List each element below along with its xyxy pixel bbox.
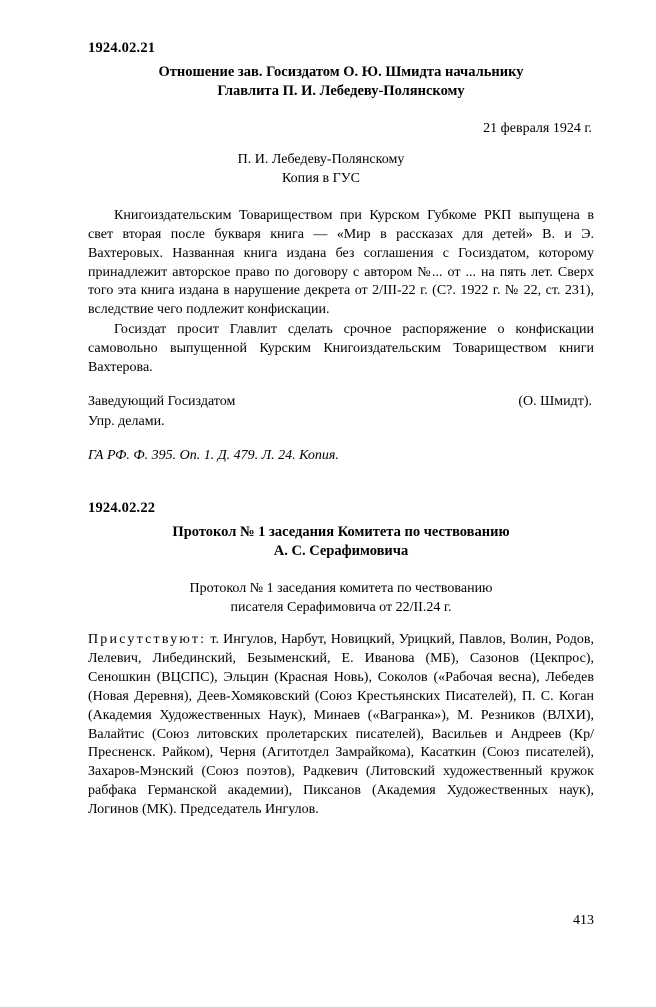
section2-subtitle bbox=[88, 579, 594, 618]
attendees-text: т. Ингулов, Нарбут, Новицкий, Урицкий, Павлов, Волин, Родов, Лелевич, Либединский, Безыменский, Е. Иванова (МБ), Сазонов (Цекпрос), Сеношкин (ВЦСПС), Эльцин (Красная Новь), Соколов («Рабочая весна), Лебедев (Новая Деревня), Деев-Хомяковский (Союз Крестьянских Писателей), П. С. Коган (Академия Художественных Наук), Минаев («Вагранка»), М. Резников (ВЛХИ), Валайтис (Союз литовских пролетарских писателей), Васильев и Андреев (Кр/Пресненск. Райком), Черня (Агитотдел Замрайкома), Касаткин (Союз писателей), Захаров-Мэнский (Союз поэтов), Радкевич (Литовский художественный кружок рабфака Германской академии), Пиксанов (Академия Художественных наук), Логинов (МК). Председатель Ингулов. bbox=[88, 632, 594, 817]
section1-date-heading: 1924.02.21 bbox=[88, 40, 156, 56]
document-section-1 bbox=[88, 40, 594, 464]
signature-name: (О. Шмидт). bbox=[518, 394, 592, 410]
section2-subtitle-line-1: Протокол № 1 заседания комитета по чествованию bbox=[189, 580, 493, 596]
attendees-label: Присутствуют: bbox=[88, 632, 207, 648]
section2-date-heading: 1924.02.22 bbox=[88, 499, 156, 516]
page-number: 413 bbox=[573, 913, 594, 928]
section1-dateline: 21 февраля 1924 г. bbox=[483, 121, 592, 137]
section2-title-line-1: Протокол № 1 заседания Комитета по чествованию bbox=[172, 523, 510, 540]
document-section-2 bbox=[88, 500, 594, 820]
section1-title-line-1: Отношение зав. Госиздатом О. Ю. Шмидта начальнику bbox=[158, 64, 524, 80]
section1-paragraph-1: Книгоиздательским Товариществом при Курском Губкоме РКП выпущена в свет вторая после букваря книга — «Мир в рассказах для детей» В. и Э. Вахтеровых. Названная книга издана без соглашения с Госиздатом, которому принадлежит авторское право по договору с автором №... от ... на пять лет. Сверх того эта книга издана в нарушение декрета от 2/III-22 г. (С?. 1922 г. № 22, ст. 231), вследствие чего подлежит конфискации. bbox=[88, 208, 594, 318]
section2-subtitle-line-2: писателя Серафимовича от 22/II.24 г. bbox=[230, 600, 452, 616]
section2-title bbox=[88, 523, 594, 561]
addressee-copy: Копия в ГУС bbox=[281, 171, 361, 187]
signature-row bbox=[88, 392, 594, 411]
section1-title bbox=[88, 63, 594, 101]
addressee-name: П. И. Лебедеву-Полянскому bbox=[237, 152, 405, 168]
signature-second-line: Упр. делами. bbox=[88, 413, 165, 429]
section1-title-line-2: Главлита П. И. Лебедеву-Полянскому bbox=[217, 83, 465, 100]
signature-position: Заведующий Госиздатом bbox=[88, 394, 236, 410]
section1-signature-block bbox=[88, 392, 594, 430]
section2-attendees-paragraph bbox=[88, 631, 594, 819]
section1-paragraph-2: Госиздат просит Главлит сделать срочное распоряжение о конфискации самовольно выпущенной Курским Книгоиздательским Товариществом книги Вахтерова. bbox=[88, 322, 594, 375]
section1-archive-reference: ГА РФ. Ф. 395. Оп. 1. Д. 479. Л. 24. Копия. bbox=[88, 447, 339, 463]
section2-title-line-2: А. С. Серафимовича bbox=[273, 542, 409, 559]
section1-addressee bbox=[88, 151, 594, 189]
